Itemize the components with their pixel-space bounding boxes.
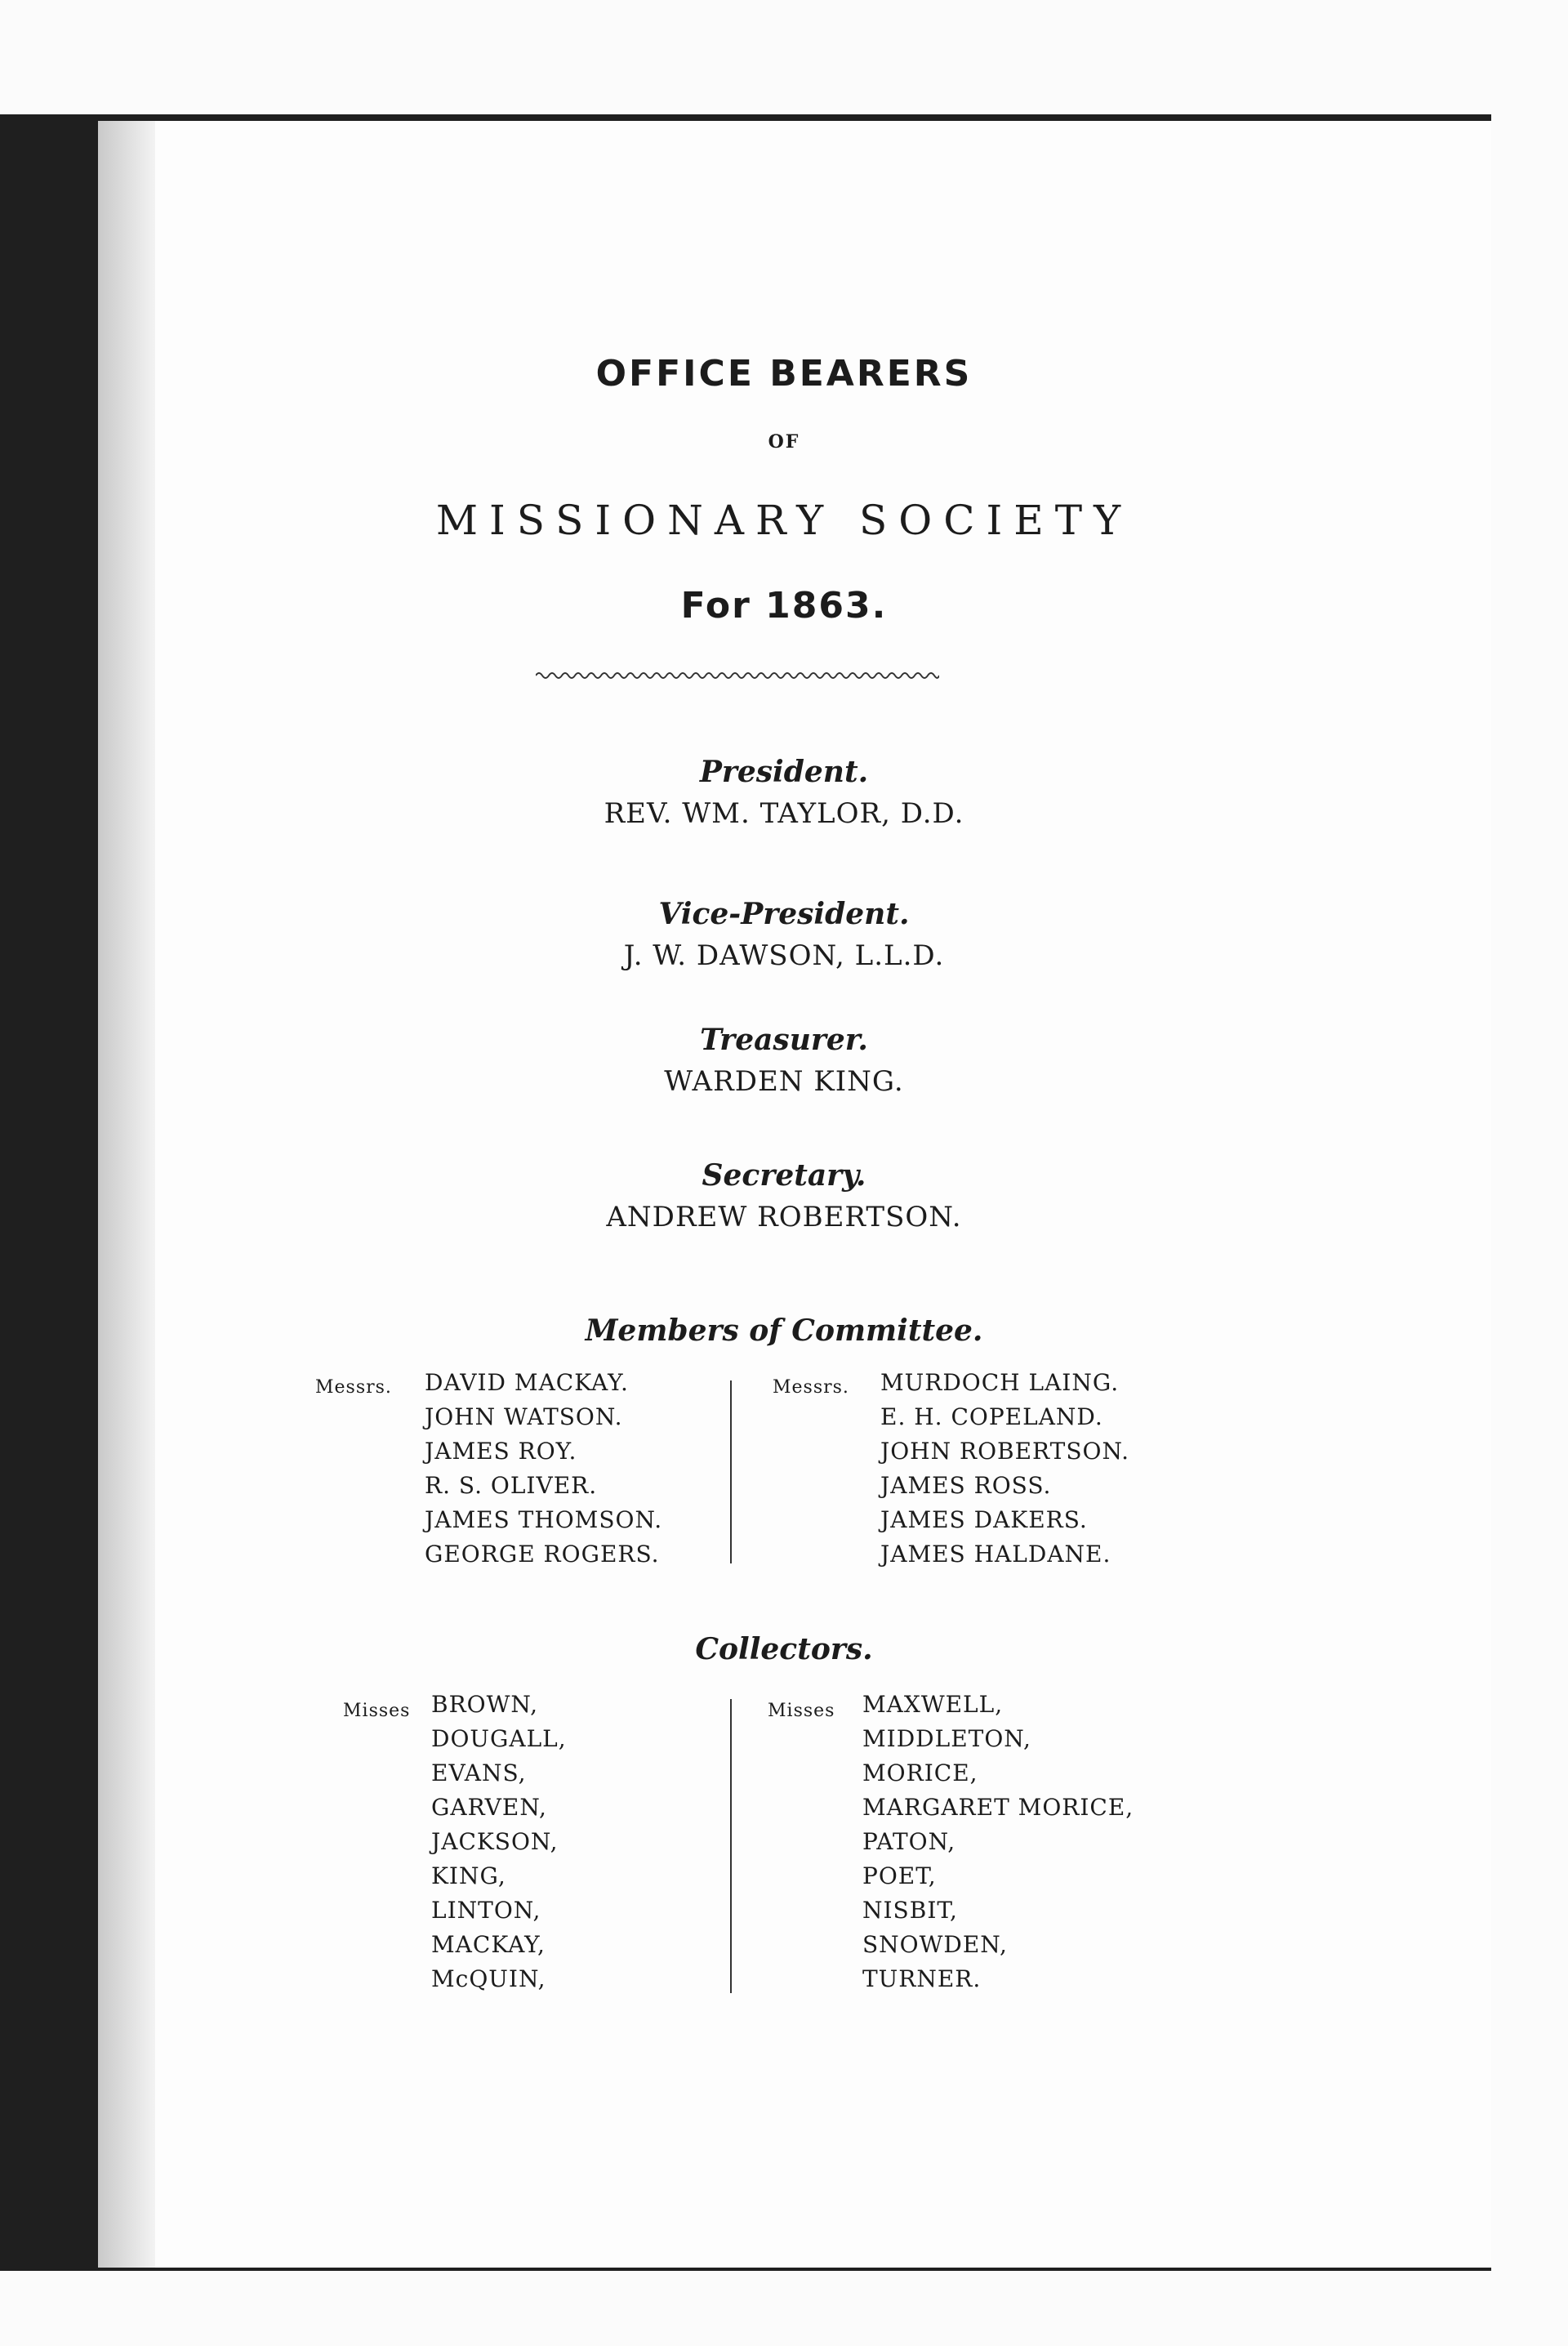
committee-member: JAMES ROSS. xyxy=(880,1472,1052,1499)
collector: SNOWDEN, xyxy=(862,1931,1008,1958)
title-missionary-society: MISSIONARY SOCIETY xyxy=(435,497,1133,544)
president-heading: President. xyxy=(699,755,869,789)
collector: NISBIT, xyxy=(862,1897,958,1924)
scan-top-margin xyxy=(0,0,1568,114)
treasurer-heading: Treasurer. xyxy=(700,1023,868,1057)
collectors-left-prefix: Misses xyxy=(343,1701,411,1721)
title-of: OF xyxy=(768,431,800,453)
title-office-bearers: OFFICE BEARERS xyxy=(595,353,973,395)
vice-president-name: J. W. DAWSON, L.L.D. xyxy=(623,939,945,972)
collector: MIDDLETON, xyxy=(862,1725,1031,1752)
collector: JACKSON, xyxy=(431,1828,559,1855)
wavy-divider xyxy=(536,670,939,681)
collector: LINTON, xyxy=(431,1897,541,1924)
committee-left-prefix: Messrs. xyxy=(315,1377,392,1398)
secretary-heading: Secretary. xyxy=(702,1158,866,1193)
collector: MACKAY, xyxy=(431,1931,546,1958)
collector: GARVEN, xyxy=(431,1794,547,1821)
vice-president-heading: Vice-President. xyxy=(658,897,910,931)
committee-member: JOHN WATSON. xyxy=(425,1403,623,1430)
collector: DOUGALL, xyxy=(431,1725,567,1752)
committee-member: JOHN ROBERTSON. xyxy=(880,1438,1130,1465)
collector: McQUIN, xyxy=(431,1965,546,1992)
committee-member: E. H. COPELAND. xyxy=(880,1403,1103,1430)
collectors-right-prefix: Misses xyxy=(768,1701,835,1721)
president-name: REV. WM. TAYLOR, D.D. xyxy=(604,797,964,830)
scan-bottom-margin xyxy=(0,2271,1568,2346)
committee-member: JAMES THOMSON. xyxy=(425,1506,663,1533)
collector: POET, xyxy=(862,1862,937,1889)
committee-member: JAMES ROY. xyxy=(425,1438,577,1465)
collector: PATON, xyxy=(862,1828,956,1855)
committee-member: MURDOCH LAING. xyxy=(880,1369,1120,1396)
collectors-column-rule xyxy=(730,1699,732,1993)
secretary-name: ANDREW ROBERTSON. xyxy=(606,1201,962,1233)
collectors-left-list xyxy=(431,1688,567,1996)
committee-member: DAVID MACKAY. xyxy=(425,1369,629,1396)
committee-left-list xyxy=(425,1366,662,1572)
committee-right-list xyxy=(880,1366,1129,1572)
collector: MARGARET MORICE, xyxy=(862,1794,1134,1821)
collector: MORICE, xyxy=(862,1760,978,1786)
collector: EVANS, xyxy=(431,1760,527,1786)
collector: KING, xyxy=(431,1862,506,1889)
committee-heading: Members of Committee. xyxy=(585,1313,983,1348)
collectors-heading: Collectors. xyxy=(695,1632,873,1666)
collector: TURNER. xyxy=(862,1965,982,1992)
committee-member: JAMES DAKERS. xyxy=(880,1506,1088,1533)
title-year: For 1863. xyxy=(680,585,888,627)
committee-member: GEORGE ROGERS. xyxy=(425,1541,660,1568)
committee-member: R. S. OLIVER. xyxy=(425,1472,598,1499)
collector: BROWN, xyxy=(431,1691,539,1718)
treasurer-name: WARDEN KING. xyxy=(664,1065,904,1098)
collector: MAXWELL, xyxy=(862,1691,1004,1718)
committee-column-rule xyxy=(730,1380,732,1563)
committee-member: JAMES HALDANE. xyxy=(880,1541,1111,1568)
collectors-right-list xyxy=(862,1688,1134,1996)
committee-right-prefix: Messrs. xyxy=(773,1377,849,1398)
